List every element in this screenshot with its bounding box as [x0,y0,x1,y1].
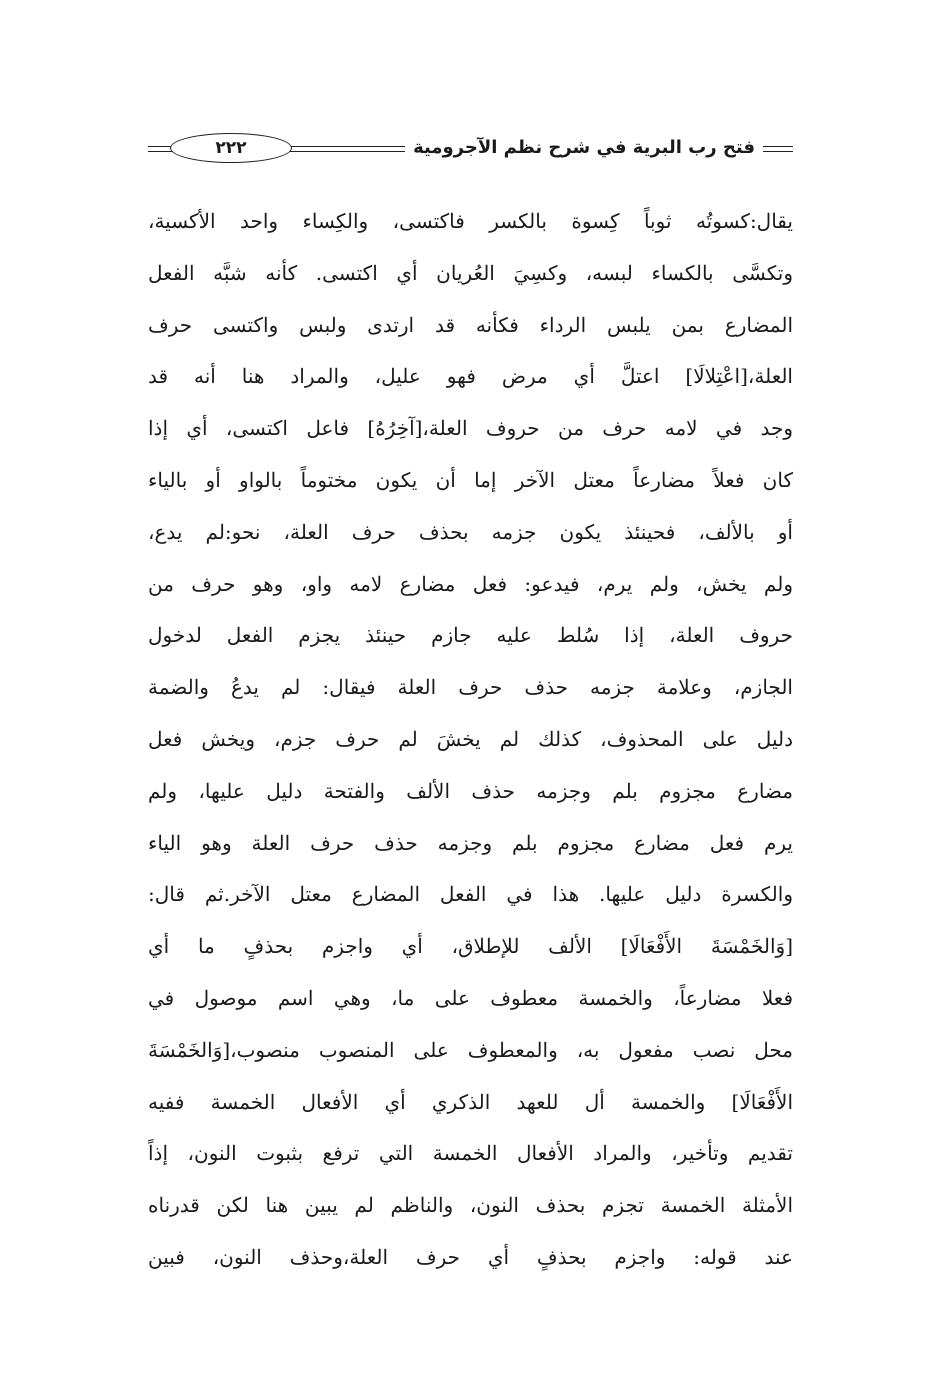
text-line: محل نصب مفعول به، والمعطوف على المنصوب منصوب،[وَالخَمْسَةَ [148,1037,793,1062]
running-header [148,132,793,164]
book-title: فتح رب البرية في شرح نظم الآجرومية [405,132,763,164]
text-line: تقديم وتأخير، والمراد الأفعال الخمسة التي ترفع بثبوت النون، إذاً [148,1141,793,1166]
text-line: وتكسَّى بالكساء لبسه، وكسِيَ العُريان أي اكتسى. كأنه شبَّه الفعل [148,260,793,285]
text-line: [وَالخَمْسَةَ الأَفْعَالَا] الألف للإطلاق، أي واجزم بحذفٍ ما أي [148,934,793,959]
text-line: فعلا مضارعاً، والخمسة معطوف على ما، وهي اسم موصول في [148,985,793,1010]
text-line: ولم يخش، ولم يرم، فيدعو: فعل مضارع لامه واو، وهو حرف من [148,571,793,596]
text-line: وجد في لامه حرف من حروف العلة،[آخِرُهُ] فاعل اكتسى، أي إذا [148,416,793,441]
page-body [148,196,793,1284]
text-line: أو بالألف، فحينئذ يكون جزمه بحذف حرف العلة، نحو:لم يدع، [148,519,793,544]
text-line: عند قوله: واجزم بحذفٍ أي حرف العلة،وحذف النون، فبين [148,1244,793,1269]
text-line: المضارع بمن يلبس الرداء فكأنه قد ارتدى ولبس واكتسى حرف [148,312,793,337]
text-line: كان فعلاً مضارعاً معتل الآخر إما أن يكون مختوماً بالواو أو بالياء [148,467,793,492]
text-line: والكسرة دليل عليها. هذا في الفعل المضارع معتل الآخر.ثم قال: [148,882,793,907]
text-line: يقال:كسوتُه ثوباً كِسوة بالكسر فاكتسى، والكِساء واحد الأكسية، [148,209,793,233]
text-line: حروف العلة، إذا سُلط عليه جازم حينئذ يجزم الفعل لدخول [148,623,793,648]
text-line: دليل على المحذوف، كذلك لم يخشَ لم حرف جزم، ويخش فعل [148,726,793,751]
text-line: يرم فعل مضارع مجزوم بلم وجزمه حذف حرف العلة وهو الياء [148,830,793,855]
text-line: الأَفْعَالَا] والخمسة أل للعهد الذكري أي الأفعال الخمسة ففيه [148,1089,793,1114]
text-line: مضارع مجزوم بلم وجزمه حذف الألف والفتحة دليل عليها، ولم [148,778,793,803]
header-rule-right [759,146,793,152]
text-line: الجازم، وعلامة جزمه حذف حرف العلة فيقال: لم يدعُ والضمة [148,675,793,700]
page-number: ٢٢٢ [170,133,292,163]
text-line: العلة،[اعْتِلالَا] اعتلَّ أي مرض فهو عليل، والمراد هنا أنه قد [148,364,793,389]
text-line: الأمثلة الخمسة تجزم بحذف النون، والناظم لم يبين هنا لكن قدرناه [148,1193,793,1218]
